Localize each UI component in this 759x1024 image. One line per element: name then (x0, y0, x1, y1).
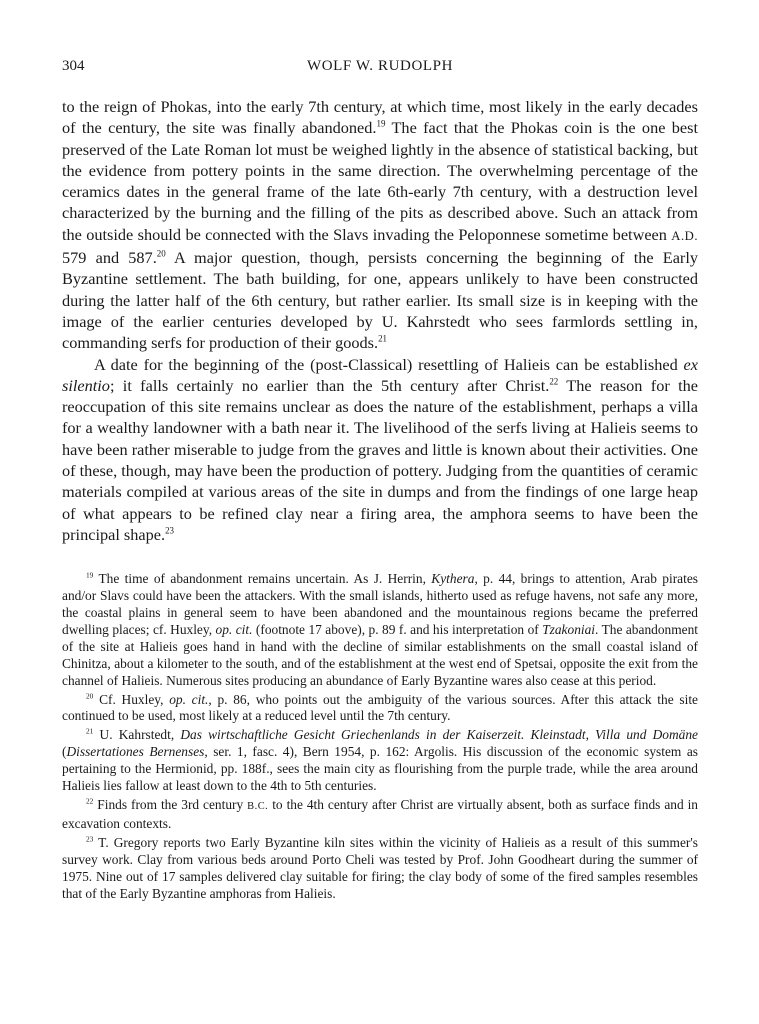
footnote-ref-22[interactable]: 22 (549, 376, 559, 387)
running-head-author: WOLF W. RUDOLPH (306, 58, 454, 74)
footnotes (62, 571, 698, 902)
footnote-20: $^{20}$ Cf. Huxley, op. cit., p. 86, who points out the ambiguity of the various sources. After this attack the site continued to be used, most likely at a reduced level until the 7th century. (62, 691, 698, 724)
footnote-ref-21[interactable]: 21 (378, 333, 388, 344)
journal-page (62, 58, 698, 904)
body-paragraph-1: to the reign of Phokas, into the early 7th century, at which time, most likely in the early decades of the century, the site was finally abandoned.$^{19}$ The fact that the Phokas coin is the one best preserved of the Late Roman lot must be weighed lightly in the absence of statistical backing, but the evidence from pottery points in the same direction. The overwhelming percentage of the ceramics dates in the general frame of the late 6th-early 7th century, with a destruction level characterized by the burning and the filling of the pits as described above. Such an attack from the outside should be connected with the Slavs invading the Peloponnese sometime between A.D. 579 and 587.20 A major question, though, persists concerning the beginning of the Early Byzantine settlement. The bath building, for one, appears unlikely to have been constructed during the latter half of the 6th century, but rather earlier. Its small size is in keeping with the image of the earlier centuries developed by U. Kahrstedt who sees farmlords settling in, commanding serfs for production of their goods.$^{21}$ (62, 97, 699, 353)
footnote-22: $^{22}$ Finds from the 3rd century B.C. to the 4th century after Christ are virtually absent, both as surface finds and in excavation contexts. (62, 796, 699, 831)
page-header (62, 58, 698, 80)
footnote-23: $^{23}$ T. Gregory reports two Early Byzantine kiln sites within the vicinity of Halieis as a result of this summer's survey work. Clay from various beds around Porto Cheli was tested by Prof. John Goodheart during the summer of 1975. Nine out of 17 samples delivered clay suitable for firing; the clay body of some of the fired samples resembles that of the Early Byzantine amphoras from Halieis. (62, 834, 698, 901)
footnote-ref-20[interactable]: 20 (156, 248, 166, 259)
footnote-ref-23[interactable]: 23 (165, 525, 175, 536)
footnote-19: $^{19}$ The time of abandonment remains uncertain. As J. Herrin, Kythera, p. 44, brings to attention, Arab pirates and/or Slavs could have been the attackers. With the small islands, hitherto used as refuge havens, not safe any more, the coastal plains in general seem to have been abandoned and the mountainous regions became the preferred dwelling places; cf. Huxley, op. cit. (footnote 17 above), p. 89 f. and his interpretation of Tzakoniai. The abandonment of the site at Halieis goes hand in hand with the decline of similar establishments on the small coastal island of Chinitza, about a kilometer to the south, and of the establishment at the west end of Spetsai, opposite the exit from the channel of Halieis. Numerous sites producing an abundance of Early Byzantine wares also cease at this period. (62, 570, 699, 688)
footnote-21: $^{21}$ U. Kahrstedt, Das wirtschaftliche Gesicht Griechenlands in der Kaiserzeit. Kleinstadt, Villa und Domäne (Dissertationes Bernenses, ser. 1, fasc. 4), Bern 1954, p. 162: Argolis. His discussion of the economic system as pertaining to the Hermionid, pp. 188f., sees the main city as flourishing from the purple trade, while the area around Halieis lies fallow at least down to the 4th to 5th centuries. (62, 726, 698, 794)
body-text (62, 96, 698, 545)
body-paragraph-2: A date for the beginning of the (post-Classical) resettling of Halieis can be established ex silentio; it falls certainly no earlier than the 5th century after Christ.$^{22}$ The reason for the reoccupation of this site remains unclear as does the nature of the establishment, perhaps a villa for a wealthy landowner with a bath near it. The livelihood of the serfs living at Halieis seems to have been rather miserable to judge from the graves and little is known about their activities. One of these, though, may have been the production of pottery. Judging from the quantities of ceramic materials compiled at various areas of the site in dumps and from the findings of one large heap of what appears to be refined clay near a firing area, the amphora seems to have been the principal shape.$^{23}$ (62, 354, 699, 544)
footnote-ref-19[interactable]: 19 (376, 118, 386, 129)
page-number: 304 (62, 58, 85, 74)
